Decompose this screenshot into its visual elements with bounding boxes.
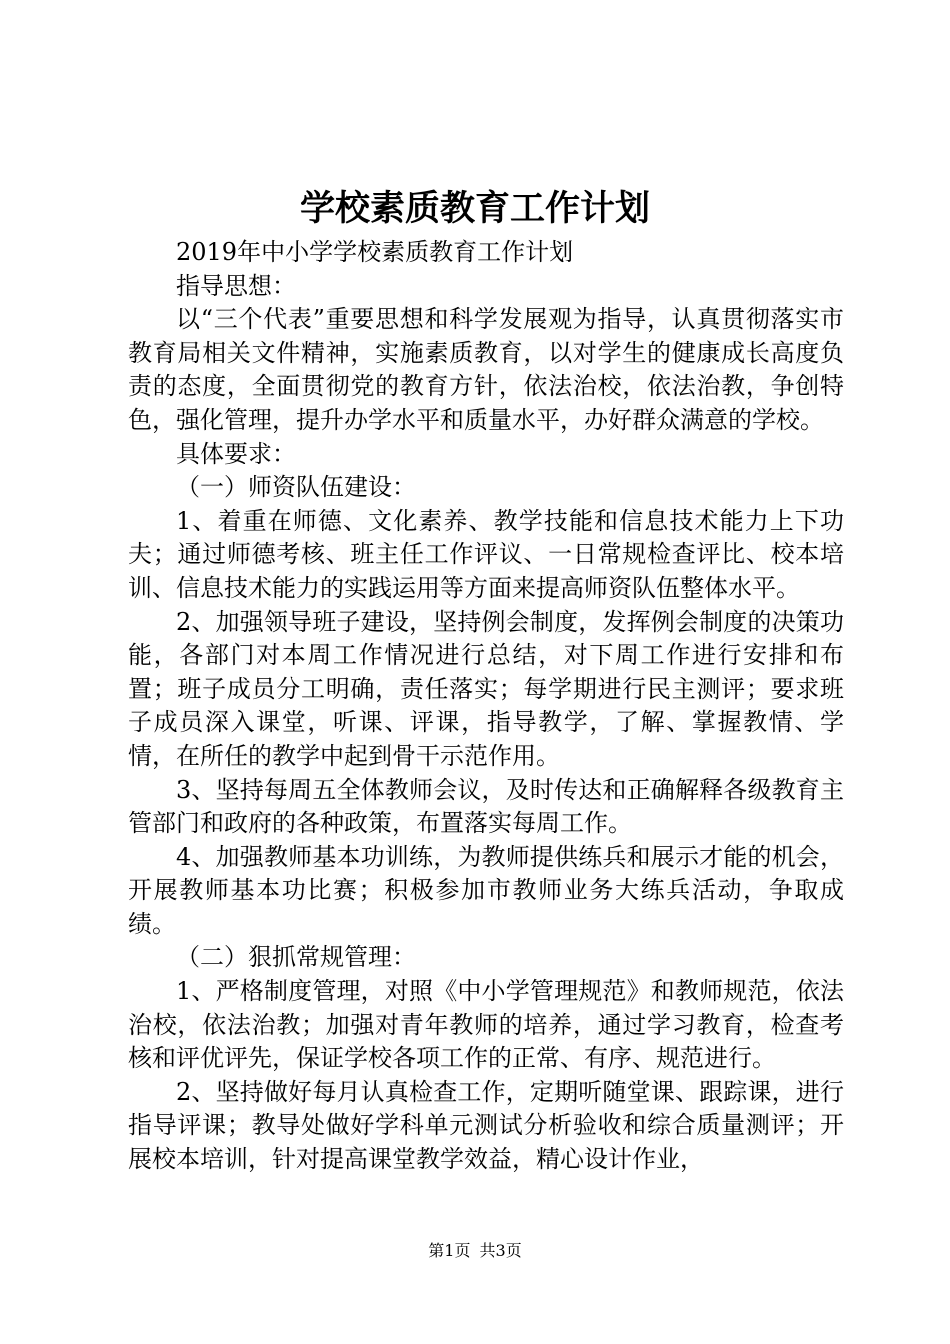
subsection-heading-management: （二）狠抓常规管理： (176, 943, 416, 972)
list-item: 3、坚持每周五全体教师会议，及时传达和正确解释各级教育主管部门和政府的各种政策，布置落实每周工作。 (128, 775, 844, 838)
page-footer (0, 1240, 950, 1262)
list-item: 2、坚持做好每月认真检查工作，定期听随堂课、跟踪课，进行指导评课；教导处做好学科单元测试分析验收和综合质量测评；开展校本培训，针对提高课堂教学效益，精心设计作业， (128, 1077, 844, 1174)
page-title: 学校素质教育工作计划 (299, 189, 650, 229)
list-item: 1、严格制度管理，对照《中小学管理规范》和教师规范，依法治校，依法治教；加强对青年教师的培养，通过学习教育，检查考核和评优评先，保证学校各项工作的正常、有序、规范进行。 (128, 977, 844, 1073)
subsection-heading-teachers: （一）师资队伍建设： (176, 473, 416, 502)
page-total: 共3页 (479, 1241, 522, 1260)
section-heading-guiding-thought: 指导思想： (176, 271, 296, 300)
subtitle-paragraph: 2019年中小学学校素质教育工作计划 (176, 238, 574, 266)
page-number: 第1页 (428, 1241, 471, 1260)
section-heading-requirements: 具体要求： (176, 439, 296, 468)
list-item: 4、加强教师基本功训练，为教师提供练兵和展示才能的机会，开展教师基本功比赛；积极参加市教师业务大练兵活动，争取成绩。 (128, 842, 844, 938)
list-item: 2、加强领导班子建设，坚持例会制度，发挥例会制度的决策功能，各部门对本周工作情况进行总结，对下周工作进行安排和布置；班子成员分工明确，责任落实；每学期进行民主测评；要求班子成员深入课堂，听课、评课，指导教学，了解、掌握教情、学情，在所任的教学中起到骨干示范作用。 (128, 607, 844, 770)
document-body (128, 236, 844, 1177)
guiding-thought-paragraph: 以“三个代表”重要思想和科学发展观为指导，认真贯彻落实市教育局相关文件精神，实施素质教育，以对学生的健康成长高度负责的态度，全面贯彻党的教育方针，依法治校，依法治教，争创特色，强化管理，提升办学水平和质量水平，办好群众满意的学校。 (128, 305, 844, 434)
list-item: 1、着重在师德、文化素养、教学技能和信息技术能力上下功夫；通过师德考核、班主任工作评议、一日常规检查评比、校本培训、信息技术能力的实践运用等方面来提高师资队伍整体水平。 (128, 506, 844, 602)
